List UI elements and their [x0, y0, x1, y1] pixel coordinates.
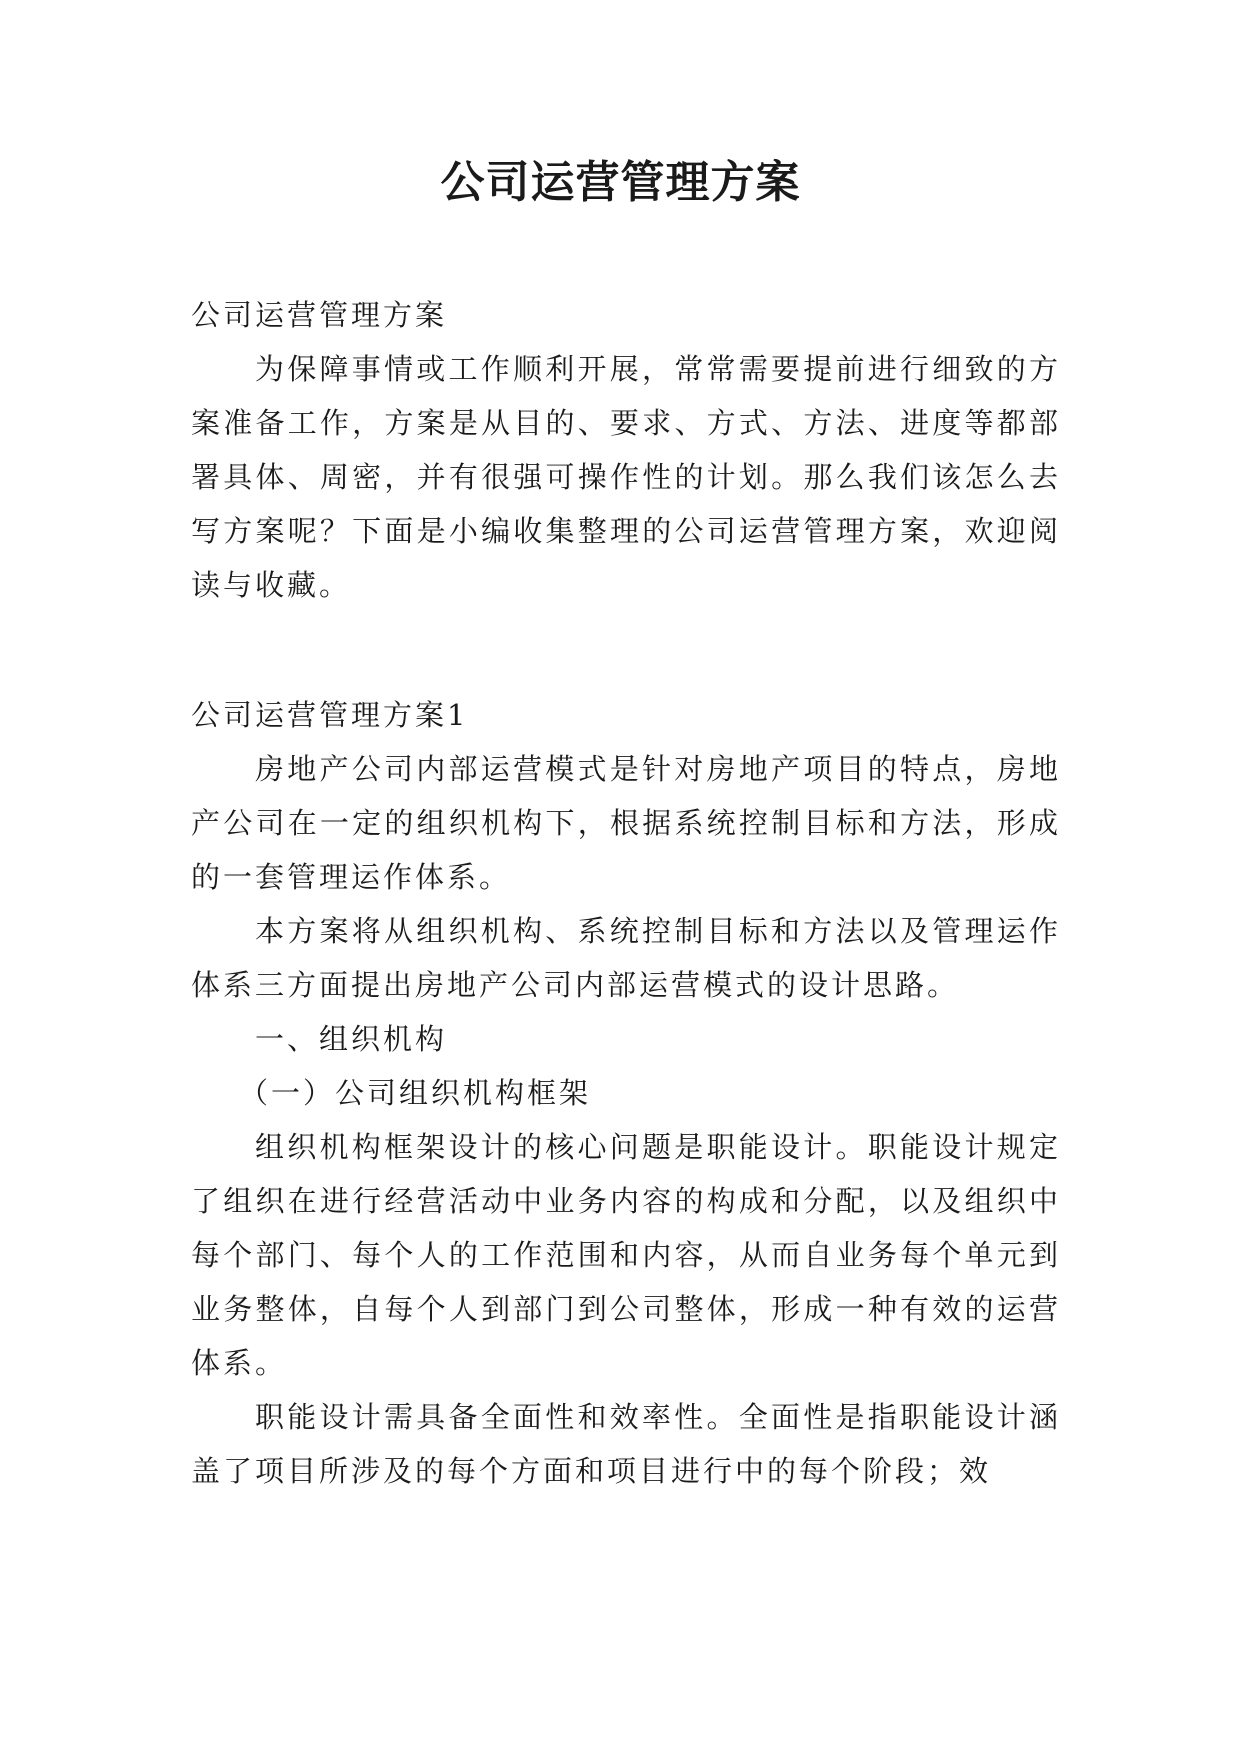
section-1-paragraph-3: 组织机构框架设计的核心问题是职能设计。职能设计规定了组织在进行经营活动中业务内容的构成和分配，以及组织中每个部门、每个人的工作范围和内容，从而自业务每个单元到业务整体，自每个人到部门到公司整体，形成一种有效的运营体系。	[191, 1130, 1061, 1380]
section-1-heading: 公司运营管理方案1	[191, 698, 469, 732]
document-title: 公司运营管理方案	[440, 157, 801, 208]
subheading-organization: 一、组织机构	[255, 1022, 448, 1056]
section-1-paragraph-1: 房地产公司内部运营模式是针对房地产项目的特点，房地产公司在一定的组织机构下，根据系统控制目标和方法，形成的一套管理运作体系。	[191, 752, 1061, 894]
subheading-org-framework: （一）公司组织机构框架	[239, 1076, 592, 1110]
intro-heading: 公司运营管理方案	[191, 298, 448, 332]
section-1-paragraph-2: 本方案将从组织机构、系统控制目标和方法以及管理运作体系三方面提出房地产公司内部运营模式的设计思路。	[191, 914, 1061, 1002]
intro-paragraph: 为保障事情或工作顺利开展，常常需要提前进行细致的方案准备工作，方案是从目的、要求、方式、方法、进度等都部署具体、周密，并有很强可操作性的计划。那么我们该怎么去写方案呢？下面是小编收集整理的公司运营管理方案，欢迎阅读与收藏。	[191, 352, 1061, 602]
section-1-paragraph-4: 职能设计需具备全面性和效率性。全面性是指职能设计涵盖了项目所涉及的每个方面和项目进行中的每个阶段；效	[191, 1400, 1061, 1488]
intro-block	[191, 288, 1061, 612]
section-1-block	[191, 688, 1061, 1498]
